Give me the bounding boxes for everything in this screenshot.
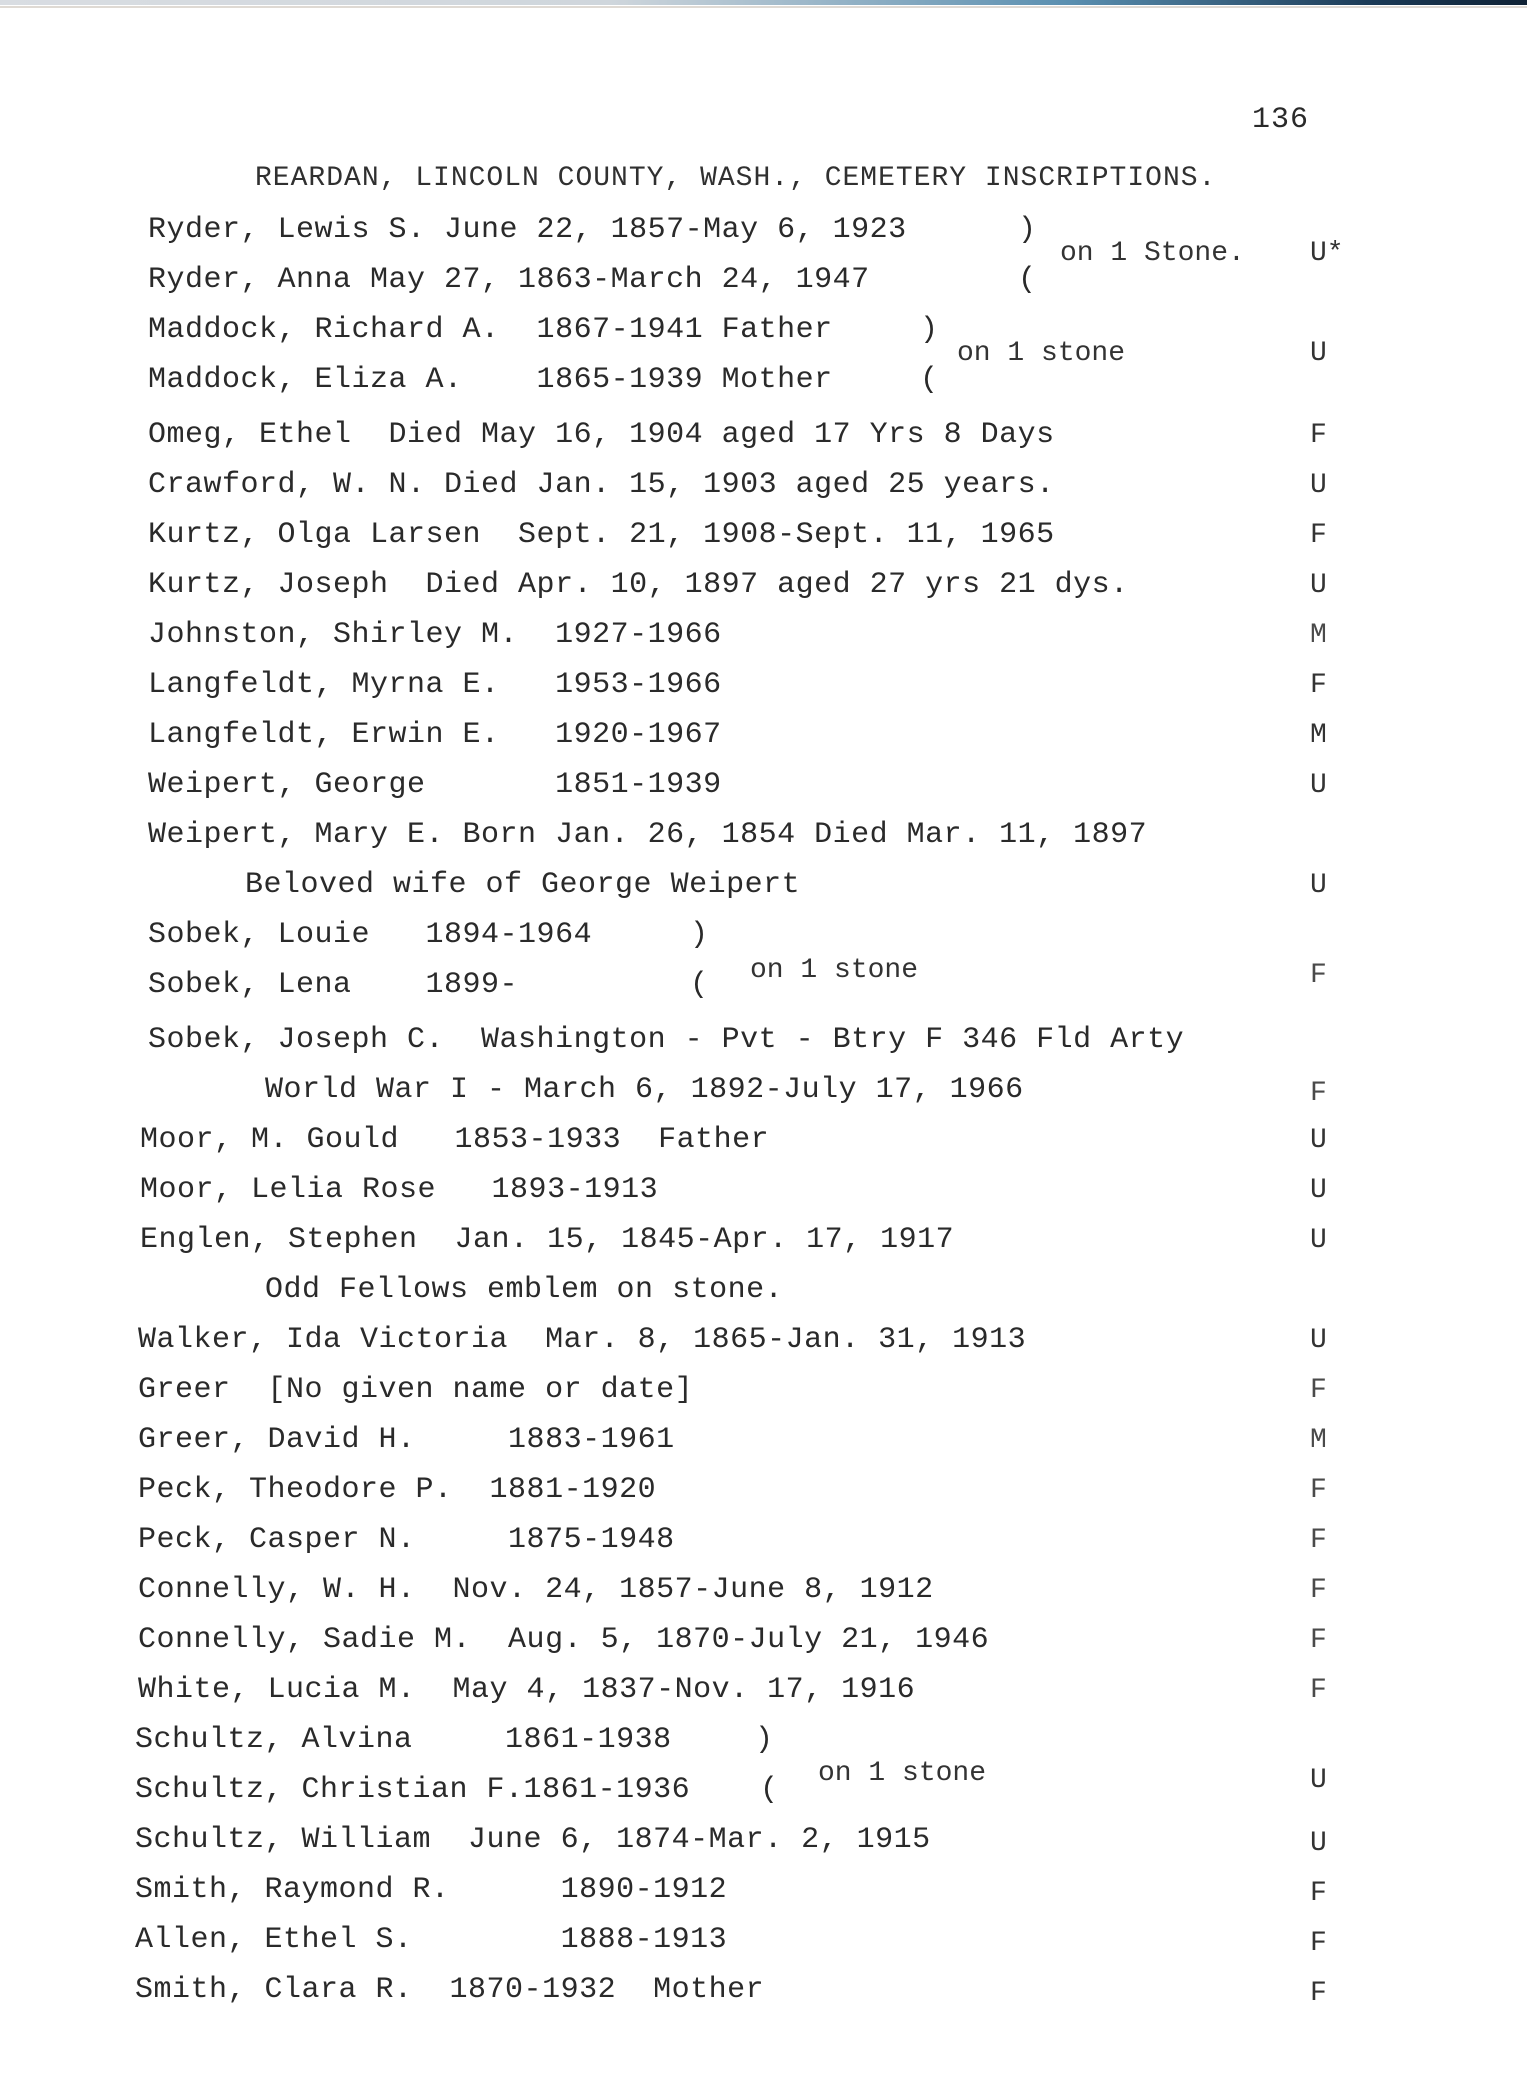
page-title: REARDAN, LINCOLN COUNTY, WASH., CEMETERY INSCRIPTIONS. (255, 163, 1217, 194)
entry-line: Kurtz, Joseph Died Apr. 10, 1897 aged 27 yrs 21 dys. (148, 568, 1129, 602)
brace-open: ( (1018, 263, 1037, 297)
code-letter: M (1310, 720, 1327, 751)
brace-close: ) (755, 1723, 774, 1757)
code-letter: F (1310, 1078, 1327, 1109)
entry-line: Schultz, Alvina 1861-1938 (135, 1723, 672, 1757)
entry-line: Johnston, Shirley M. 1927-1966 (148, 618, 722, 652)
entry-line: Walker, Ida Victoria Mar. 8, 1865-Jan. 31, 1913 (138, 1323, 1027, 1357)
code-letter: U (1310, 470, 1327, 501)
entry-line: Allen, Ethel S. 1888-1913 (135, 1923, 728, 1957)
brace-close: ) (1018, 213, 1037, 247)
code-letter: M (1310, 1425, 1327, 1456)
entry-line: Langfeldt, Myrna E. 1953-1966 (148, 668, 722, 702)
code-letter: F (1310, 1625, 1327, 1656)
entry-line: Peck, Casper N. 1875-1948 (138, 1523, 675, 1557)
entry-line: Maddock, Richard A. 1867-1941 Father (148, 313, 833, 347)
code-letter: F (1310, 1675, 1327, 1706)
code-letter: U* (1310, 238, 1344, 269)
entry-continuation: World War I - March 6, 1892-July 17, 1966 (265, 1073, 1024, 1107)
code-letter: U (1310, 1175, 1327, 1206)
code-letter: F (1310, 1375, 1327, 1406)
code-letter: U (1310, 1765, 1327, 1796)
code-letter: F (1310, 1878, 1327, 1909)
entry-line: Ryder, Lewis S. June 22, 1857-May 6, 1923 (148, 213, 907, 247)
entry-line: Maddock, Eliza A. 1865-1939 Mother (148, 363, 833, 397)
brace-close: ) (690, 918, 709, 952)
entry-line: Sobek, Louie 1894-1964 (148, 918, 593, 952)
stone-note: on 1 stone (957, 338, 1126, 369)
entry-line: Moor, Lelia Rose 1893-1913 (140, 1173, 659, 1207)
entry-line: Smith, Clara R. 1870-1932 Mother (135, 1973, 765, 2007)
stone-note: on 1 stone (818, 1758, 987, 1789)
code-letter: F (1310, 420, 1327, 451)
brace-open: ( (690, 968, 709, 1002)
entry-line: Peck, Theodore P. 1881-1920 (138, 1473, 657, 1507)
entry-line: Greer, David H. 1883-1961 (138, 1423, 675, 1457)
code-letter: F (1310, 1978, 1327, 2009)
entry-line: Sobek, Joseph C. Washington - Pvt - Btry F 346 Fld Arty (148, 1023, 1185, 1057)
code-letter: F (1310, 1928, 1327, 1959)
entry-line: Ryder, Anna May 27, 1863-March 24, 1947 (148, 263, 870, 297)
entry-line: Weipert, Mary E. Born Jan. 26, 1854 Died Mar. 11, 1897 (148, 818, 1148, 852)
entry-line: Omeg, Ethel Died May 16, 1904 aged 17 Yrs 8 Days (148, 418, 1055, 452)
code-letter: U (1310, 1828, 1327, 1859)
entry-line: Englen, Stephen Jan. 15, 1845-Apr. 17, 1917 (140, 1223, 955, 1257)
brace-open: ( (760, 1773, 779, 1807)
entry-continuation: Beloved wife of George Weipert (245, 868, 801, 902)
brace-close: ) (920, 313, 939, 347)
page-number: 136 (1252, 103, 1310, 137)
entry-line: Crawford, W. N. Died Jan. 15, 1903 aged 25 years. (148, 468, 1055, 502)
entry-line: Greer [No given name or date] (138, 1373, 694, 1407)
entry-line: Kurtz, Olga Larsen Sept. 21, 1908-Sept. 11, 1965 (148, 518, 1055, 552)
code-letter: F (1310, 1475, 1327, 1506)
code-letter: M (1310, 620, 1327, 651)
entry-line: Schultz, William June 6, 1874-Mar. 2, 1915 (135, 1823, 931, 1857)
entry-line: Moor, M. Gould 1853-1933 Father (140, 1123, 770, 1157)
code-letter: U (1310, 1125, 1327, 1156)
stone-note: on 1 stone (750, 955, 919, 986)
code-letter: F (1310, 960, 1327, 991)
stone-note: on 1 Stone. (1060, 238, 1245, 269)
entry-line: Schultz, Christian F.1861-1936 (135, 1773, 691, 1807)
entry-continuation: Odd Fellows emblem on stone. (265, 1273, 784, 1307)
entry-line: Connelly, Sadie M. Aug. 5, 1870-July 21, 1946 (138, 1623, 990, 1657)
code-letter: U (1310, 770, 1327, 801)
code-letter: F (1310, 1575, 1327, 1606)
code-letter: F (1310, 520, 1327, 551)
code-letter: U (1310, 1225, 1327, 1256)
code-letter: U (1310, 570, 1327, 601)
code-letter: U (1310, 1325, 1327, 1356)
entry-line: Weipert, George 1851-1939 (148, 768, 722, 802)
code-letter: F (1310, 670, 1327, 701)
brace-open: ( (920, 363, 939, 397)
code-letter: U (1310, 870, 1327, 901)
code-letter: F (1310, 1525, 1327, 1556)
entry-line: Sobek, Lena 1899- (148, 968, 519, 1002)
entry-line: Connelly, W. H. Nov. 24, 1857-June 8, 1912 (138, 1573, 934, 1607)
entry-line: Langfeldt, Erwin E. 1920-1967 (148, 718, 722, 752)
code-letter: U (1310, 338, 1327, 369)
entry-line: White, Lucia M. May 4, 1837-Nov. 17, 1916 (138, 1673, 916, 1707)
entry-line: Smith, Raymond R. 1890-1912 (135, 1873, 728, 1907)
